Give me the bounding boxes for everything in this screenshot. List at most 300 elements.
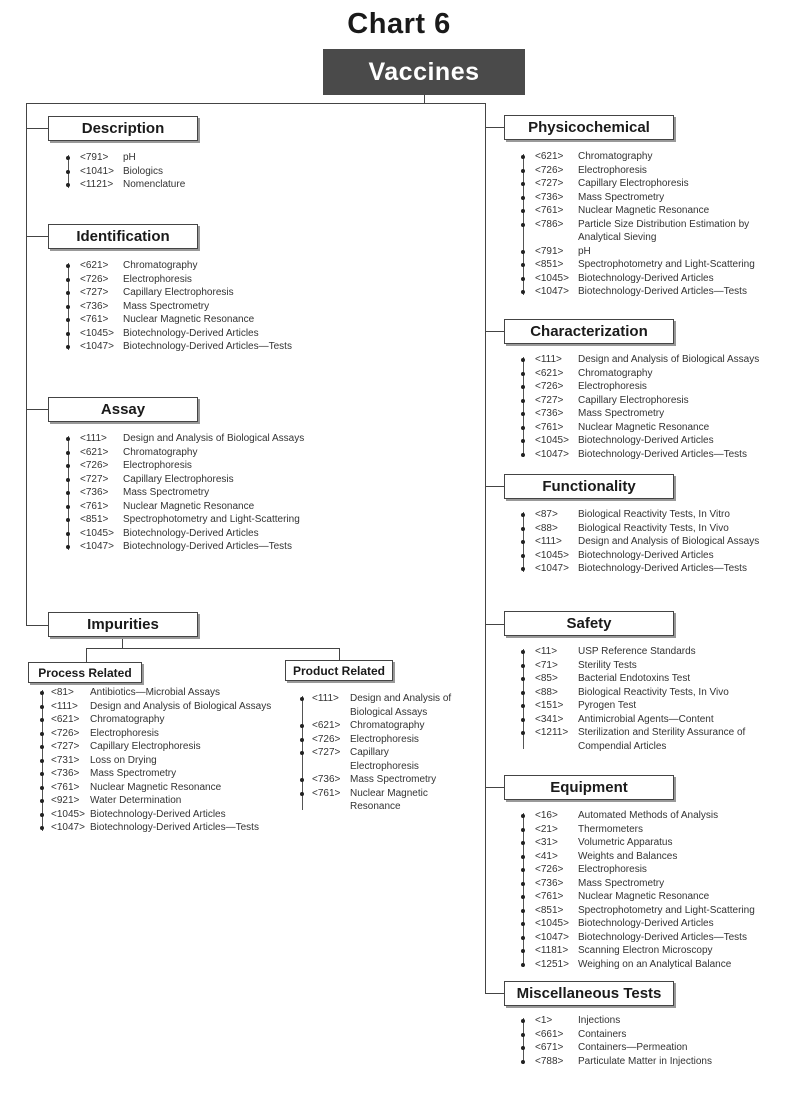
- item-code: <726>: [312, 733, 341, 745]
- item-code: <1047>: [51, 822, 85, 833]
- list-item: [523, 508, 783, 522]
- bullet-icon: [300, 778, 304, 782]
- equipment-list: [523, 809, 783, 971]
- item-label: Particle Size Distribution Estimation by Analytical Sieving: [578, 218, 750, 243]
- list-item: [68, 486, 368, 500]
- bullet-icon: [521, 664, 525, 668]
- list-item: [68, 446, 368, 460]
- list-item: [42, 781, 282, 795]
- bullet-icon: [521, 513, 525, 517]
- list-item: [523, 713, 783, 727]
- list-item: [523, 245, 783, 259]
- item-code: <41>: [535, 850, 558, 862]
- list-item: [68, 286, 368, 300]
- bullet-icon: [66, 532, 70, 536]
- item-label: Chromatography: [90, 714, 165, 725]
- item-code: <88>: [535, 522, 558, 534]
- bullet-icon: [40, 705, 44, 709]
- item-code: <1047>: [535, 563, 569, 574]
- bullet-icon: [521, 949, 525, 953]
- bullet-icon: [40, 813, 44, 817]
- item-code: <1045>: [51, 808, 85, 820]
- item-code: <21>: [535, 823, 558, 835]
- bullet-icon: [40, 691, 44, 695]
- left-trunk: [26, 103, 27, 626]
- connector-description: [26, 128, 48, 129]
- list-item: [523, 944, 783, 958]
- section-equipment: Equipment: [504, 775, 674, 800]
- item-label: Biological Reactivity Tests, In Vivo: [578, 686, 729, 698]
- item-code: <726>: [80, 460, 109, 471]
- list-item: [523, 1014, 783, 1028]
- item-code: <71>: [535, 659, 558, 671]
- item-code: <1047>: [535, 448, 569, 460]
- bullet-icon: [521, 223, 525, 227]
- item-label: Capillary Electrophoresis: [350, 747, 419, 772]
- bullet-icon: [66, 305, 70, 309]
- item-label: Biotechnology-Derived Articles—Tests: [578, 286, 747, 297]
- item-label: Chromatography: [123, 446, 198, 458]
- item-label: Biotechnology-Derived Articles: [578, 435, 714, 446]
- bullet-icon: [40, 759, 44, 763]
- subsection-product-related: Product Related: [285, 660, 393, 681]
- bullet-icon: [66, 451, 70, 455]
- list-item: [523, 699, 783, 713]
- item-label: Electrophoresis: [350, 733, 419, 745]
- bullet-icon: [66, 278, 70, 282]
- bullet-icon: [521, 426, 525, 430]
- item-code: <1251>: [535, 958, 569, 970]
- list-item: [68, 473, 368, 487]
- list-item: [68, 313, 368, 327]
- item-code: <851>: [80, 514, 109, 525]
- product-stem: [339, 648, 340, 660]
- bullet-icon: [521, 704, 525, 708]
- item-label: Sterilization and Sterility Assurance of Compendial Articles: [578, 727, 746, 752]
- bullet-icon: [521, 540, 525, 544]
- list-item: [302, 692, 462, 719]
- item-label: Spectrophotometry and Light-Scattering: [578, 259, 755, 270]
- bullet-icon: [300, 724, 304, 728]
- item-code: <87>: [535, 509, 558, 520]
- connector-physicochemical: [485, 127, 504, 128]
- item-code: <736>: [80, 300, 109, 312]
- list-item: [523, 448, 783, 462]
- list-item: [523, 823, 783, 837]
- item-code: <921>: [51, 795, 80, 806]
- bullet-icon: [66, 170, 70, 174]
- bullet-icon: [521, 263, 525, 267]
- subsection-process-related: Process Related: [28, 662, 142, 683]
- list-item: [42, 686, 282, 700]
- list-item: [68, 178, 328, 192]
- item-code: <851>: [535, 259, 564, 270]
- item-code: <727>: [80, 287, 109, 298]
- bullet-icon: [300, 697, 304, 701]
- root-node-vaccines: Vaccines: [323, 49, 525, 95]
- list-item: [523, 367, 783, 381]
- description-list: [68, 151, 328, 192]
- item-code: <761>: [535, 421, 564, 433]
- item-label: Containers: [578, 1028, 627, 1040]
- characterization-list: [523, 353, 783, 461]
- item-code: <761>: [535, 205, 564, 216]
- item-label: Containers—Permeation: [578, 1042, 688, 1053]
- item-label: Chromatography: [578, 367, 653, 379]
- item-label: Injections: [578, 1015, 621, 1026]
- list-item: [523, 890, 783, 904]
- bullet-icon: [66, 183, 70, 187]
- bullet-icon: [521, 841, 525, 845]
- item-code: <621>: [80, 446, 109, 458]
- item-code: <1047>: [80, 541, 114, 552]
- bullet-icon: [521, 691, 525, 695]
- item-label: Nuclear Magnetic Resonance: [578, 205, 710, 216]
- bullet-icon: [66, 545, 70, 549]
- list-item: [523, 562, 783, 576]
- item-label: Electrophoresis: [578, 864, 647, 875]
- bullet-icon: [40, 799, 44, 803]
- bullet-icon: [521, 882, 525, 886]
- bullet-icon: [300, 751, 304, 755]
- item-label: Scanning Electron Microscopy: [578, 945, 713, 956]
- bullet-icon: [66, 518, 70, 522]
- bullet-icon: [66, 318, 70, 322]
- item-label: Mass Spectrometry: [578, 408, 665, 419]
- item-code: <111>: [535, 354, 562, 365]
- item-label: Pyrogen Test: [578, 700, 637, 711]
- item-label: Design and Analysis of Biological Assays: [578, 536, 760, 547]
- item-label: Capillary Electrophoresis: [123, 473, 234, 485]
- bullet-icon: [521, 196, 525, 200]
- section-functionality: Functionality: [504, 474, 674, 499]
- list-item: [523, 645, 783, 659]
- list-item: [42, 740, 282, 754]
- impurities-branch-bar: [86, 648, 339, 649]
- item-label: Biotechnology-Derived Articles: [578, 549, 714, 561]
- item-label: Design and Analysis of Biological Assays: [123, 433, 305, 444]
- item-code: <791>: [535, 245, 564, 257]
- item-label: Nuclear Magnetic Resonance: [350, 787, 428, 812]
- list-item: [523, 863, 783, 877]
- item-label: Biotechnology-Derived Articles—Tests: [578, 448, 747, 460]
- list-item: [68, 151, 328, 165]
- item-label: Sterility Tests: [578, 659, 637, 671]
- bullet-icon: [66, 264, 70, 268]
- item-label: Mass Spectrometry: [123, 487, 210, 498]
- connector-safety: [485, 624, 504, 625]
- item-code: <727>: [535, 394, 564, 406]
- bullet-icon: [521, 855, 525, 859]
- item-code: <1181>: [535, 945, 569, 956]
- bullet-icon: [521, 453, 525, 457]
- item-code: <736>: [51, 768, 80, 779]
- identification-items: [68, 259, 368, 354]
- item-label: Capillary Electrophoresis: [578, 394, 689, 406]
- bullet-icon: [521, 731, 525, 735]
- assay-list: [68, 432, 368, 554]
- item-code: <786>: [535, 218, 564, 230]
- item-label: Spectrophotometry and Light-Scattering: [123, 514, 300, 525]
- item-label: Water Determination: [90, 795, 182, 806]
- item-code: <1047>: [535, 931, 569, 943]
- item-label: pH: [578, 245, 591, 257]
- list-item: [302, 773, 462, 787]
- section-characterization: Characterization: [504, 319, 674, 344]
- item-label: Biotechnology-Derived Articles: [90, 808, 226, 820]
- list-item: [68, 540, 368, 554]
- bullet-icon: [66, 156, 70, 160]
- item-label: Loss on Drying: [90, 754, 157, 766]
- item-label: Biotechnology-Derived Articles: [578, 918, 714, 929]
- item-label: Capillary Electrophoresis: [123, 287, 234, 298]
- bullet-icon: [66, 345, 70, 349]
- bullet-icon: [521, 277, 525, 281]
- item-code: <111>: [80, 433, 107, 444]
- list-item: [523, 272, 783, 286]
- bullet-icon: [521, 372, 525, 376]
- bullet-icon: [521, 567, 525, 571]
- list-item: [68, 273, 368, 287]
- item-label: Biotechnology-Derived Articles: [123, 527, 259, 539]
- item-code: <671>: [535, 1042, 564, 1053]
- item-label: Electrophoresis: [578, 381, 647, 392]
- item-label: Biotechnology-Derived Articles: [578, 272, 714, 284]
- list-item: [523, 394, 783, 408]
- list-item: [68, 165, 328, 179]
- item-label: Antimicrobial Agents—Content: [578, 713, 714, 725]
- bullet-icon: [521, 1019, 525, 1023]
- connector-miscellaneous: [485, 993, 504, 994]
- item-code: <621>: [80, 260, 109, 271]
- item-label: Nuclear Magnetic Resonance: [123, 500, 255, 512]
- list-item: [523, 407, 783, 421]
- miscellaneous-tests-items: [523, 1014, 783, 1068]
- item-label: Weighing on an Analytical Balance: [578, 958, 732, 970]
- list-item: [523, 177, 783, 191]
- item-code: <1041>: [80, 165, 114, 177]
- bullet-icon: [521, 169, 525, 173]
- list-item: [523, 380, 783, 394]
- item-code: <85>: [535, 673, 558, 684]
- bullet-icon: [521, 909, 525, 913]
- functionality-items: [523, 508, 783, 576]
- item-code: <1045>: [535, 272, 569, 284]
- item-code: <621>: [312, 720, 341, 731]
- item-label: Capillary Electrophoresis: [578, 178, 689, 189]
- item-code: <111>: [51, 700, 78, 712]
- bullet-icon: [40, 732, 44, 736]
- bullet-icon: [521, 358, 525, 362]
- item-label: Chromatography: [578, 151, 653, 162]
- list-item: [523, 1055, 783, 1069]
- item-code: <11>: [535, 646, 558, 657]
- item-label: Mass Spectrometry: [123, 300, 210, 312]
- list-item: [302, 733, 462, 747]
- bullet-icon: [521, 1046, 525, 1050]
- item-code: <736>: [535, 408, 564, 419]
- bullet-icon: [521, 209, 525, 213]
- item-code: <727>: [51, 741, 80, 752]
- assay-items: [68, 432, 368, 554]
- item-code: <727>: [312, 747, 341, 758]
- bullet-icon: [521, 554, 525, 558]
- item-label: Capillary Electrophoresis: [90, 741, 201, 752]
- list-item: [523, 672, 783, 686]
- item-code: <1045>: [535, 435, 569, 446]
- bullet-icon: [521, 412, 525, 416]
- section-identification: Identification: [48, 224, 198, 249]
- root-stem: [424, 95, 425, 103]
- item-label: Volumetric Apparatus: [578, 837, 673, 848]
- item-code: <661>: [535, 1028, 564, 1040]
- bullet-icon: [40, 718, 44, 722]
- item-label: Biologics: [123, 165, 164, 177]
- list-item: [68, 300, 368, 314]
- item-code: <1045>: [535, 918, 569, 929]
- item-label: Particulate Matter in Injections: [578, 1055, 712, 1067]
- item-code: <151>: [535, 700, 564, 711]
- process-related-list: [42, 686, 282, 835]
- item-code: <1121>: [80, 179, 114, 190]
- bullet-icon: [66, 332, 70, 336]
- item-label: Biotechnology-Derived Articles—Tests: [123, 341, 292, 352]
- description-items: [68, 151, 328, 192]
- product-related-items: [302, 692, 462, 814]
- item-label: Spectrophotometry and Light-Scattering: [578, 904, 755, 916]
- item-code: <726>: [535, 381, 564, 392]
- list-item: [523, 931, 783, 945]
- connector-impurities: [26, 625, 48, 626]
- list-item: [42, 754, 282, 768]
- list-item: [523, 191, 783, 205]
- item-label: Design and Analysis of Biological Assays: [90, 700, 272, 712]
- item-label: Biotechnology-Derived Articles—Tests: [90, 822, 259, 833]
- section-physicochemical: Physicochemical: [504, 115, 674, 140]
- bullet-icon: [66, 464, 70, 468]
- item-code: <851>: [535, 904, 564, 916]
- item-label: Electrophoresis: [123, 273, 192, 285]
- list-item: [302, 746, 462, 773]
- item-label: Antibiotics—Microbial Assays: [90, 687, 221, 698]
- item-code: <761>: [80, 500, 109, 512]
- item-label: Biotechnology-Derived Articles—Tests: [123, 541, 292, 552]
- list-item: [42, 808, 282, 822]
- item-code: <1047>: [535, 286, 569, 297]
- bullet-icon: [66, 491, 70, 495]
- list-item: [523, 686, 783, 700]
- list-item: [523, 434, 783, 448]
- list-item: [523, 150, 783, 164]
- item-code: <736>: [312, 774, 341, 785]
- list-item: [42, 700, 282, 714]
- safety-items: [523, 645, 783, 753]
- safety-list: [523, 645, 783, 753]
- item-label: Design and Analysis of Biological Assays: [350, 693, 452, 718]
- physicochemical-list: [523, 150, 783, 299]
- bullet-icon: [40, 745, 44, 749]
- item-label: Biotechnology-Derived Articles: [123, 327, 259, 339]
- bullet-icon: [521, 936, 525, 940]
- item-code: <16>: [535, 810, 558, 821]
- item-label: Bacterial Endotoxins Test: [578, 673, 691, 684]
- bullet-icon: [521, 677, 525, 681]
- list-item: [42, 767, 282, 781]
- list-item: [523, 904, 783, 918]
- item-label: Weights and Balances: [578, 850, 678, 862]
- section-description: Description: [48, 116, 198, 141]
- connector-assay: [26, 409, 48, 410]
- item-code: <726>: [51, 727, 80, 739]
- bullet-icon: [521, 399, 525, 403]
- item-label: Nuclear Magnetic Resonance: [123, 314, 255, 325]
- list-item: [523, 421, 783, 435]
- product-related-list: [302, 692, 462, 814]
- chart-title: Chart 6: [347, 8, 451, 40]
- bullet-icon: [521, 250, 525, 254]
- item-code: <621>: [535, 151, 564, 162]
- list-item: [523, 164, 783, 178]
- list-item: [42, 713, 282, 727]
- item-code: <726>: [80, 273, 109, 285]
- bullet-icon: [300, 738, 304, 742]
- miscellaneous-tests-list: [523, 1014, 783, 1068]
- list-item: [302, 787, 462, 814]
- bullet-icon: [300, 792, 304, 796]
- bullet-icon: [521, 814, 525, 818]
- item-code: <761>: [51, 781, 80, 793]
- item-label: Mass Spectrometry: [578, 877, 665, 889]
- list-item: [68, 527, 368, 541]
- item-label: Mass Spectrometry: [350, 774, 437, 785]
- top-connector: [26, 103, 486, 104]
- list-item: [523, 522, 783, 536]
- item-code: <31>: [535, 837, 558, 848]
- list-item: [42, 821, 282, 835]
- item-label: Nuclear Magnetic Resonance: [90, 781, 222, 793]
- item-code: <81>: [51, 687, 74, 698]
- item-code: <761>: [80, 314, 109, 325]
- list-item: [523, 917, 783, 931]
- list-item: [68, 432, 368, 446]
- list-item: [68, 459, 368, 473]
- item-label: Electrophoresis: [123, 460, 192, 471]
- bullet-icon: [40, 826, 44, 830]
- bullet-icon: [521, 527, 525, 531]
- bullet-icon: [40, 772, 44, 776]
- impurities-stem: [122, 637, 123, 648]
- bullet-icon: [521, 439, 525, 443]
- bullet-icon: [521, 828, 525, 832]
- bullet-icon: [66, 291, 70, 295]
- list-item: [523, 958, 783, 972]
- connector-characterization: [485, 331, 504, 332]
- bullet-icon: [521, 718, 525, 722]
- item-label: Chromatography: [123, 260, 198, 271]
- list-item: [68, 513, 368, 527]
- item-code: <1045>: [535, 549, 569, 561]
- list-item: [523, 1028, 783, 1042]
- item-label: Biological Reactivity Tests, In Vitro: [578, 509, 730, 520]
- item-label: Biotechnology-Derived Articles—Tests: [578, 563, 747, 574]
- list-item: [523, 535, 783, 549]
- bullet-icon: [521, 895, 525, 899]
- list-item: [68, 259, 368, 273]
- bullet-icon: [521, 155, 525, 159]
- physicochemical-items: [523, 150, 783, 299]
- bullet-icon: [66, 478, 70, 482]
- item-label: Electrophoresis: [578, 164, 647, 176]
